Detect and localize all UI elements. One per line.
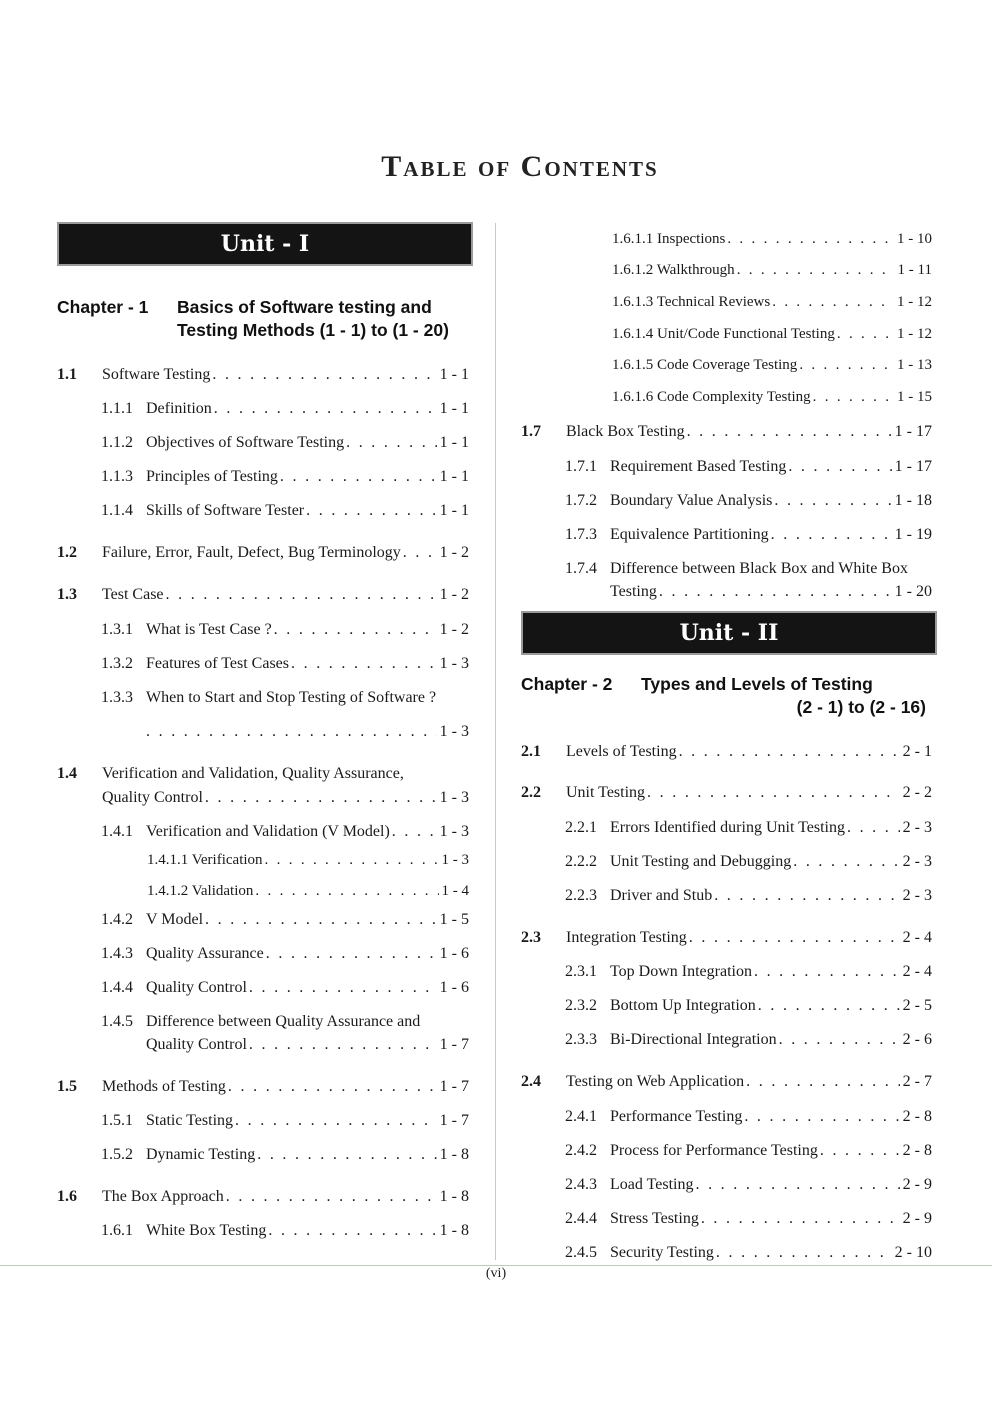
entry-title: Boundary Value Analysis	[610, 492, 773, 509]
entry-page: 2 - 3	[902, 887, 932, 904]
entry-page: 2 - 5	[902, 997, 932, 1014]
entry-page: 1 - 12	[897, 326, 932, 342]
entry-title: What is Test Case ?	[146, 621, 272, 638]
entry-title-line2: Quality Control	[102, 789, 203, 806]
entry-page: 1 - 18	[894, 492, 932, 509]
entry-number: 2.3	[521, 929, 541, 946]
entry-number: 1.4.3	[101, 945, 133, 962]
entry-number: 1.5	[57, 1078, 77, 1095]
entry-title: 1.6.1.3 Technical Reviews	[612, 294, 771, 310]
entry-page: 1 - 6	[439, 979, 469, 996]
entry-number: 1.1.2	[101, 434, 133, 451]
entry-number: 2.4.1	[565, 1108, 597, 1125]
entry-title: Software Testing	[102, 366, 211, 383]
entry-page: 1 - 2	[439, 544, 469, 561]
entry-title: Bi-Directional Integration	[610, 1031, 777, 1048]
chapter-2-title-line1: Types and Levels of Testing	[641, 674, 873, 694]
entry-title: Objectives of Software Testing	[146, 434, 345, 451]
entry-number: 1.5.2	[101, 1146, 133, 1163]
entry-title: Black Box Testing	[566, 423, 685, 440]
entry-title: 1.6.1.6 Code Complexity Testing	[612, 389, 811, 405]
entry-title: Process for Performance Testing	[610, 1142, 818, 1159]
entry-number: 2.2.2	[565, 853, 597, 870]
entry-number: 1.1.3	[101, 468, 133, 485]
entry-title: Driver and Stub	[610, 887, 713, 904]
entry-page: 1 - 6	[439, 945, 469, 962]
entry-page: 1 - 7	[439, 1036, 469, 1053]
entry-page: 1 - 3	[441, 852, 469, 868]
entry-number: 1.7.1	[565, 458, 597, 475]
entry-title: Dynamic Testing	[146, 1146, 256, 1163]
entry-title: Quality Assurance	[146, 945, 264, 962]
entry-title: Principles of Testing	[146, 468, 278, 485]
entry-number: 2.4.4	[565, 1210, 597, 1227]
entry-title: V Model	[146, 911, 204, 928]
entry-title: Levels of Testing	[566, 743, 677, 760]
entry-number: 2.1	[521, 743, 541, 760]
entry-page: 1 - 2	[439, 621, 469, 638]
chapter-1-title-line1: Basics of Software testing and	[177, 297, 432, 317]
entry-number: 1.3	[57, 586, 77, 603]
entry-number: 2.2.3	[565, 887, 597, 904]
entry-title: Unit Testing and Debugging	[610, 853, 792, 870]
entry-number: 2.2	[521, 784, 541, 801]
unit-2-label: Unit - II	[679, 620, 779, 646]
entry-number: 2.3.2	[565, 997, 597, 1014]
entry-page: 1 - 7	[439, 1112, 469, 1129]
entry-title: Equivalence Partitioning	[610, 526, 769, 543]
entry-page: 2 - 9	[902, 1176, 932, 1193]
entry-page: 1 - 20	[894, 583, 932, 600]
entry-page: 2 - 2	[902, 784, 932, 801]
entry-title-line2: Testing	[610, 583, 657, 600]
entry-page: 2 - 9	[902, 1210, 932, 1227]
unit-1-label: Unit - I	[220, 231, 310, 257]
entry-page: 1 - 3	[439, 723, 469, 740]
entry-title: 1.6.1.2 Walkthrough	[612, 262, 735, 278]
entry-number: 1.7	[521, 423, 541, 440]
entry-title: Static Testing	[146, 1112, 234, 1129]
unit-1-banner	[57, 222, 473, 266]
entry-title: When to Start and Stop Testing of Software ?	[146, 689, 437, 706]
entry-number: 1.4.5	[101, 1013, 133, 1030]
entry-title: 1.6.1.5 Code Coverage Testing	[612, 357, 798, 373]
entry-page: 1 - 3	[439, 823, 469, 840]
entry-title: White Box Testing	[146, 1222, 267, 1239]
entry-title: Performance Testing	[610, 1108, 743, 1125]
entry-number: 2.4.2	[565, 1142, 597, 1159]
toc-entry[interactable]	[565, 557, 932, 605]
entry-number: 2.4	[521, 1073, 541, 1090]
entry-number: 1.7.2	[565, 492, 597, 509]
entry-title: Verification and Validation (V Model)	[146, 823, 390, 840]
entry-title-line2: Quality Control	[146, 1036, 247, 1053]
page-number: (vi)	[485, 1266, 507, 1281]
entry-page: 1 - 1	[439, 366, 469, 383]
entry-title: Top Down Integration	[610, 963, 752, 980]
entry-page: 1 - 8	[439, 1188, 469, 1205]
entry-title: Testing on Web Application	[566, 1073, 745, 1090]
entry-title: Methods of Testing	[102, 1078, 226, 1095]
entry-page: 2 - 6	[902, 1031, 932, 1048]
entry-number: 1.1.1	[101, 400, 133, 417]
entry-number: 1.5.1	[101, 1112, 133, 1129]
entry-page: 1 - 8	[439, 1222, 469, 1239]
entry-page: 1 - 17	[894, 423, 932, 440]
chapter-1-label: Chapter - 1	[57, 297, 149, 317]
entry-page: 2 - 1	[902, 743, 932, 760]
entry-page: 2 - 4	[902, 963, 932, 980]
entry-page: 1 - 4	[441, 883, 469, 899]
column-divider	[495, 223, 496, 1260]
entry-number: 1.4.4	[101, 979, 133, 996]
entry-page: 1 - 3	[439, 789, 469, 806]
entry-number: 1.1.4	[101, 502, 133, 519]
entry-title: Failure, Error, Fault, Defect, Bug Terminology	[102, 544, 401, 561]
toc-entry[interactable]	[101, 1010, 469, 1058]
entry-title: Requirement Based Testing	[610, 458, 787, 475]
entry-number: 1.7.3	[565, 526, 597, 543]
entry-number: 1.4.2	[101, 911, 133, 928]
entry-page: 1 - 7	[439, 1078, 469, 1095]
entry-title: Stress Testing	[610, 1210, 699, 1227]
entry-page: 1 - 13	[897, 357, 932, 373]
entry-title: Quality Control	[146, 979, 247, 996]
entry-title: 1.4.1.2 Validation	[147, 883, 254, 899]
entry-title: Security Testing	[610, 1244, 714, 1261]
entry-title: 1.4.1.1 Verification	[147, 852, 263, 868]
entry-title: Unit Testing	[566, 784, 646, 801]
toc-entry[interactable]	[101, 686, 469, 746]
chapter-2-title-line2: (2 - 1) to (2 - 16)	[796, 697, 926, 717]
page-title: Table of Contents	[381, 150, 659, 183]
entry-page: 1 - 2	[439, 586, 469, 603]
entry-number: 2.3.3	[565, 1031, 597, 1048]
entry-page: 1 - 12	[897, 294, 932, 310]
entry-page: 2 - 7	[902, 1073, 932, 1090]
entry-page: 1 - 1	[439, 434, 469, 451]
entry-title: Skills of Software Tester	[146, 502, 305, 519]
entry-number: 1.7.4	[565, 560, 597, 577]
entry-page: 1 - 11	[897, 262, 932, 278]
entry-number: 1.2	[57, 544, 77, 561]
entry-number: 1.3.2	[101, 655, 133, 672]
entry-title: 1.6.1.1 Inspections	[612, 231, 726, 247]
entry-page: 1 - 17	[894, 458, 932, 475]
entry-page: 1 - 3	[439, 655, 469, 672]
unit-2-banner	[521, 611, 937, 655]
entry-number: 2.2.1	[565, 819, 597, 836]
entry-page: 1 - 10	[897, 231, 932, 247]
entry-title: Test Case	[102, 586, 164, 603]
entry-number: 2.3.1	[565, 963, 597, 980]
entry-title: Features of Test Cases	[146, 655, 289, 672]
entry-number: 1.3.1	[101, 621, 133, 638]
chapter-2-label: Chapter - 2	[521, 674, 613, 694]
entry-number: 2.4.3	[565, 1176, 597, 1193]
entry-page: 1 - 1	[439, 400, 469, 417]
entry-title: The Box Approach	[102, 1188, 224, 1205]
entry-page: 1 - 1	[439, 468, 469, 485]
entry-title: 1.6.1.4 Unit/Code Functional Testing	[612, 326, 835, 342]
chapter-1-title-line2: Testing Methods (1 - 1) to (1 - 20)	[177, 320, 449, 340]
entry-page: 1 - 8	[439, 1146, 469, 1163]
entry-number: 1.3.3	[101, 689, 133, 706]
toc-entry[interactable]	[57, 762, 469, 810]
entry-page: 2 - 3	[902, 819, 932, 836]
entry-page: 2 - 10	[894, 1244, 932, 1261]
entry-number: 1.6	[57, 1188, 77, 1205]
entry-title: Load Testing	[610, 1176, 694, 1193]
entry-title: Difference between Quality Assurance and	[146, 1013, 421, 1030]
entry-number: 2.4.5	[565, 1244, 597, 1261]
entry-page: 1 - 19	[894, 526, 932, 543]
entry-number: 1.4.1	[101, 823, 133, 840]
entry-page: 2 - 4	[902, 929, 932, 946]
entry-title: Verification and Validation, Quality Assurance,	[102, 765, 404, 782]
entry-page: 2 - 8	[902, 1142, 932, 1159]
entry-number: 1.4	[57, 765, 77, 782]
entry-title: Definition	[146, 400, 212, 417]
entry-page: 1 - 5	[439, 911, 469, 928]
entry-title: Integration Testing	[566, 929, 687, 946]
entry-number: 1.1	[57, 366, 77, 383]
entry-title: Difference between Black Box and White Box	[610, 560, 908, 577]
entry-title: Errors Identified during Unit Testing	[610, 819, 845, 836]
entry-page: 2 - 8	[902, 1108, 932, 1125]
entry-page: 1 - 15	[897, 389, 932, 405]
entry-page: 1 - 1	[439, 502, 469, 519]
entry-number: 1.6.1	[101, 1222, 133, 1239]
entry-title: Bottom Up Integration	[610, 997, 756, 1014]
entry-page: 2 - 3	[902, 853, 932, 870]
chapter-2-heading	[521, 673, 932, 723]
chapter-1-heading	[57, 296, 477, 346]
